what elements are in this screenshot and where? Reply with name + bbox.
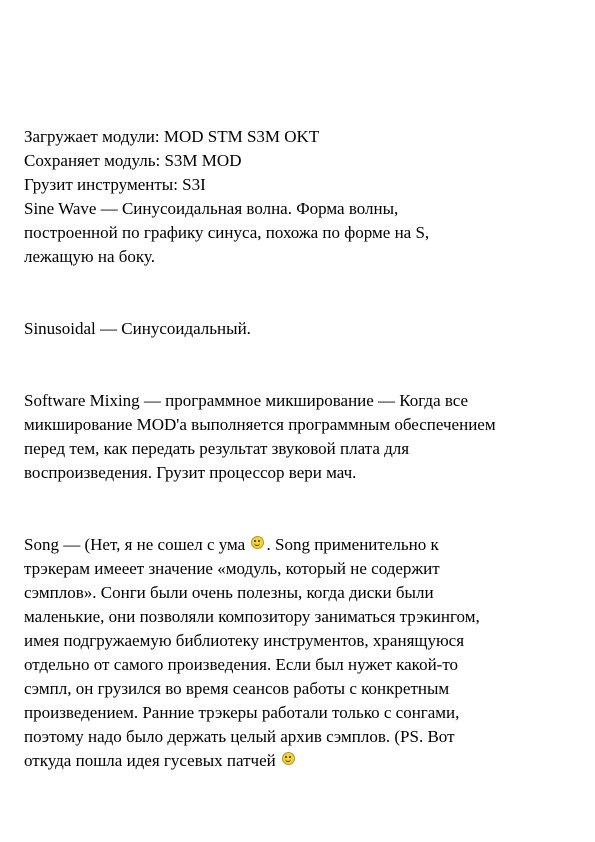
smiley-icon (282, 752, 295, 765)
smiley-icon (251, 536, 264, 549)
sine-wave-line-3: лежащую на боку. (24, 247, 155, 266)
spacer (24, 269, 574, 317)
software-mixing-entry (24, 389, 574, 485)
song-line-9: поэтому надо было держать целый архив сэмплов. (PS. Вот (24, 727, 455, 746)
song-line-2: трэкерам имееет значение «модуль, который не содержит (24, 559, 440, 578)
load-instruments-line: Грузит инструменты: S3I (24, 175, 206, 194)
song-line-10 (24, 749, 574, 773)
sinusoidal-entry (24, 317, 574, 341)
song-line-1-start: Song — (Нет, я не сошел с ума (24, 535, 246, 554)
load-modules-line: Загружает модули: MOD STM S3M OKT (24, 127, 320, 146)
song-last-line: откуда пошла идея гусевых патчей (24, 751, 276, 770)
song-line-1 (24, 533, 574, 557)
sine-wave-line-1: Sine Wave — Синусоидальная волна. Форма волны, (24, 199, 399, 218)
software-mixing-line-2: микширование MOD'а выполняется программным обеспечением (24, 415, 496, 434)
document-page (24, 125, 574, 773)
song-line-7: сэмпл, он грузился во время сеансов работы с конкретным (24, 679, 450, 698)
song-entry (24, 533, 574, 773)
song-line-6: отдельно от самого произведения. Если был нужет какой-то (24, 655, 459, 674)
song-line-4: маленькие, они позволяли композитору заниматься трэкингом, (24, 607, 480, 626)
sine-wave-line-2: построенной по графику синуса, похожа по форме на S, (24, 223, 430, 242)
spacer (24, 485, 574, 533)
sine-wave-entry (24, 197, 574, 269)
software-mixing-line-3: перед тем, как передать результат звуковой плата для (24, 439, 410, 458)
format-info (24, 125, 574, 197)
song-line-8: произведением. Ранние трэкеры работали только с сонгами, (24, 703, 460, 722)
sinusoidal-line: Sinusoidal — Синусоидальный. (24, 319, 251, 338)
software-mixing-line-4: воспроизведения. Грузит процессор вери мач. (24, 463, 357, 482)
song-line-3: сэмплов». Сонги были очень полезны, когда диски были (24, 583, 434, 602)
song-line-1-end: . Song применительно к (266, 535, 439, 554)
spacer (24, 341, 574, 389)
song-line-5: имея подгружаемую библиотеку инструментов, хранящуюся (24, 631, 465, 650)
save-module-line: Сохраняет модуль: S3M MOD (24, 151, 242, 170)
software-mixing-line-1: Software Mixing — программное микширование — Когда все (24, 391, 469, 410)
